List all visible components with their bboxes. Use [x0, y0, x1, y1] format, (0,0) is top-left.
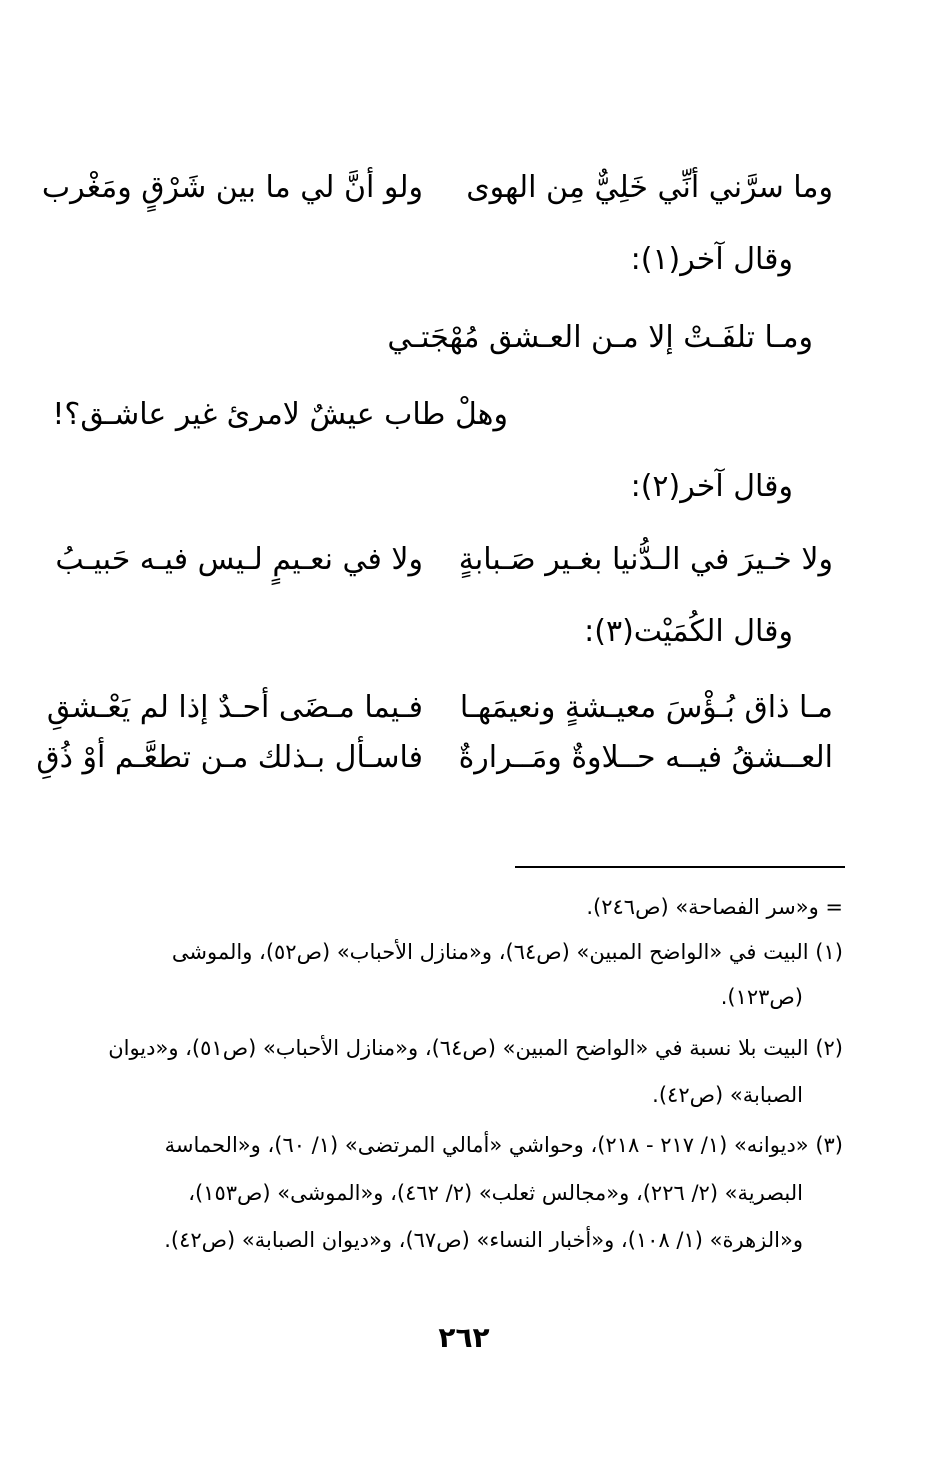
footnote-1-line-1: (١) البيت في «الواضح المبين» (ص٦٤)، و«منازل الأحباب» (ص٥٢)، والموشى: [171, 940, 843, 964]
verse-4-line-2-first-hemistich: العــشقُ فيــه حــلاوةٌ ومَــرارةٌ: [458, 740, 833, 775]
page-number: ٢٦٢: [438, 1321, 490, 1354]
verse-2-line-1: ومـا تلفَـتْ إلا مـن العـشق مُهْجَتـي: [387, 320, 813, 355]
verse-4-line-1-first-hemistich: مـا ذاق بُـؤْسَ معيـشةٍ ونعيمَهـا: [459, 690, 833, 725]
verse-4-line-1-second-hemistich: فـيما مـضَى أحـدٌ إذا لم يَعْـشقِ: [46, 690, 423, 725]
verse-2-line-2: وهلْ طاب عيشٌ لامرئ غير عاشـق؟!: [52, 397, 508, 432]
verse-4-line-2-second-hemistich: فاسـأل بـذلك مـن تطعَّـم أوْ ذُقِ: [36, 740, 423, 775]
footnote-separator: [515, 866, 845, 868]
intro-other-poet-2: وقال آخر(٢):: [630, 469, 793, 504]
footnote-2-line-2: الصبابة» (ص٤٢).: [652, 1083, 803, 1107]
verse-1-second-hemistich: ولو أنَّ لي ما بين شَرْقٍ ومَغْرب: [41, 170, 423, 205]
verse-3-second-hemistich: ولا في نعـيمٍ لـيس فيـه حَبيـبُ: [55, 542, 423, 577]
footnote-continuation: = و«سر الفصاحة» (ص٢٤٦).: [586, 895, 843, 919]
intro-other-poet-1: وقال آخر(١):: [630, 242, 793, 277]
footnote-2-line-1: (٢) البيت بلا نسبة في «الواضح المبين» (ص٦٤)، و«منازل الأحباب» (ص٥١)، و«ديوان: [108, 1036, 843, 1060]
footnote-3-line-2: البصرية» (٢/ ٢٢٦)، و«مجالس ثعلب» (٢/ ٤٦٢)، و«الموشى» (ص١٥٣)،: [188, 1181, 803, 1205]
footnote-3-line-1: (٣) «ديوانه» (١/ ٢١٧ - ٢١٨)، وحواشي «أمالي المرتضى» (١/ ٦٠)، و«الحماسة: [164, 1133, 843, 1157]
footnote-1-line-2: (ص١٢٣).: [720, 985, 803, 1009]
verse-3-first-hemistich: ولا خـيرَ في الـدُّنيا بغـير صَـبابةٍ: [458, 542, 833, 577]
footnote-3-line-3: و«الزهرة» (١/ ١٠٨)، و«أخبار النساء» (ص٦٧)، و«ديوان الصبابة» (ص٤٢).: [164, 1228, 803, 1252]
verse-1-first-hemistich: وما سرَّني أنِّي خَلِيٌّ مِن الهوى: [466, 170, 833, 205]
intro-kumayt: وقال الكُمَيْت(٣):: [584, 614, 793, 649]
